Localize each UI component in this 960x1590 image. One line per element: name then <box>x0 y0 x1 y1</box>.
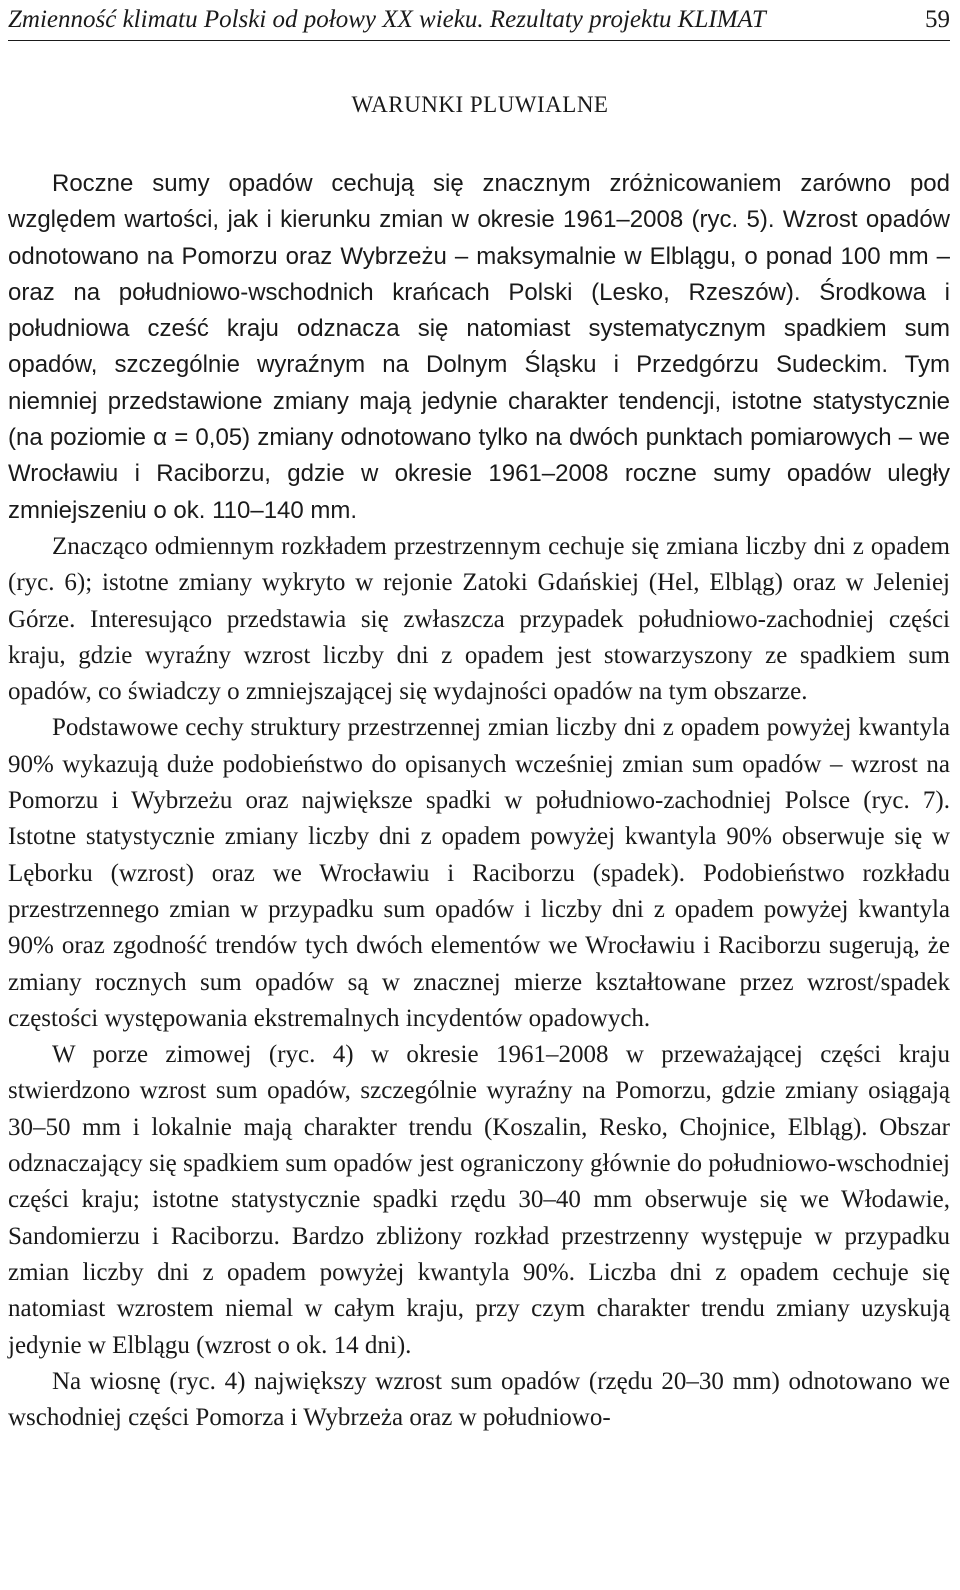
paragraph-spring: Na wiosnę (ryc. 4) największy wzrost sum opadów (rzędu 20–30 mm) odnotowano we wschodniej części Pomorza i Wybrzeża oraz w południowo- <box>8 1367 950 1432</box>
section-heading: WARUNKI PLUWIALNE <box>351 92 609 117</box>
running-header <box>8 0 950 41</box>
paragraph-quantile-90: Podstawowe cechy struktury przestrzennej zmian liczby dni z opadem powyżej kwantyla 90% wykazują duże podobieństwo do opisanych wcześniej zmian sum opadów – wzrost na Pomorzu i Wybrzeżu oraz największe spadki w południowo-zachodniej Polsce (ryc. 7). Istotne statystycznie zmiany liczby dni z opadem powyżej kwantyla 90% obserwuje się w Lęborku (wzrost) oraz we Wrocławiu i Raciborzu (spadek). Podobieństwo rozkładu przestrzennego zmian w przypadku sum opadów i liczby dni z opadem powyżej kwantyla 90% oraz zgodność trendów tych dwóch elementów we Wrocławiu i Raciborzu sugerują, że zmiany rocznych sum opadów są w znacznej mierze kształtowane przez wzrost/spadek częstości występowania ekstremalnych incydentów opadowych. <box>8 714 950 1032</box>
paragraph-days-with-precipitation: Znacząco odmiennym rozkładem przestrzennym cechuje się zmiana liczby dni z opadem (ryc. 6); istotne zmiany wykryto w rejonie Zatoki Gdańskiej (Hel, Elbląg) oraz w Jeleniej Górze. Interesująco przedstawia się zwłaszcza przypadek południowo-zachodniej części kraju, gdzie wyraźny wzrost liczby dni z opadem jest stowarzyszony ze spadkiem sum opadów, co świadczy o zmniejszającej się wydajności opadów na tym obszarze. <box>8 532 950 706</box>
page-number: 59 <box>925 6 950 33</box>
paragraph-annual-precipitation: Roczne sumy opadów cechują się znacznym zróżnicowaniem zarówno pod względem wartości, jak i kierunku zmian w okresie 1961–2008 (ryc. 5). Wzrost opadów odnotowano na Pomorzu oraz Wybrzeżu – maksymalnie w Elblągu, o ponad 100 mm – oraz na południowo-wschodnich krańcach Polski (Lesko, Rzeszów). Środkowa i południowa cześć kraju odznacza się natomiast systematycznym spadkiem sum opadów, szczególnie wyraźnym na Dolnym Śląsku i Przedgórzu Sudeckim. Tym niemniej przedstawione zmiany mają jedynie charakter tendencji, istotne statystycznie (na poziomie α = 0,05) zmiany odnotowano tylko na dwóch punktach pomiarowych – we Wrocławiu i Raciborzu, gdzie w okresie 1961–2008 roczne sumy opadów uległy zmniejszeniu o ok. 110–140 mm. <box>8 170 950 524</box>
paragraph-winter: W porze zimowej (ryc. 4) w okresie 1961–2008 w przeważającej części kraju stwierdzono wzrost sum opadów, szczególnie wyraźny na Pomorzu, gdzie zmiany osiągają 30–50 mm i lokalnie mają charakter trendu (Koszalin, Resko, Chojnice, Elbląg). Obszar odznaczający się spadkiem sum opadów jest ograniczony głównie do południowo-wschodniej części kraju; istotne statystycznie spadki rzędu 30–40 mm obserwuje się we Włodawie, Sandomierzu i Raciborzu. Bardzo zbliżony rozkład przestrzenny występuje w przypadku zmian liczby dni z opadem powyżej kwantyla 90%. Liczba dni z opadem cechuje się natomiast wzrostem niemal w całym kraju, przy czym charakter trendu zmiany uzyskują jedynie w Elblągu (wzrost o ok. 14 dni). <box>8 1041 950 1359</box>
body-text <box>8 166 950 1436</box>
running-header-title: Zmienność klimatu Polski od połowy XX wieku. Rezultaty projektu KLIMAT <box>8 6 766 33</box>
